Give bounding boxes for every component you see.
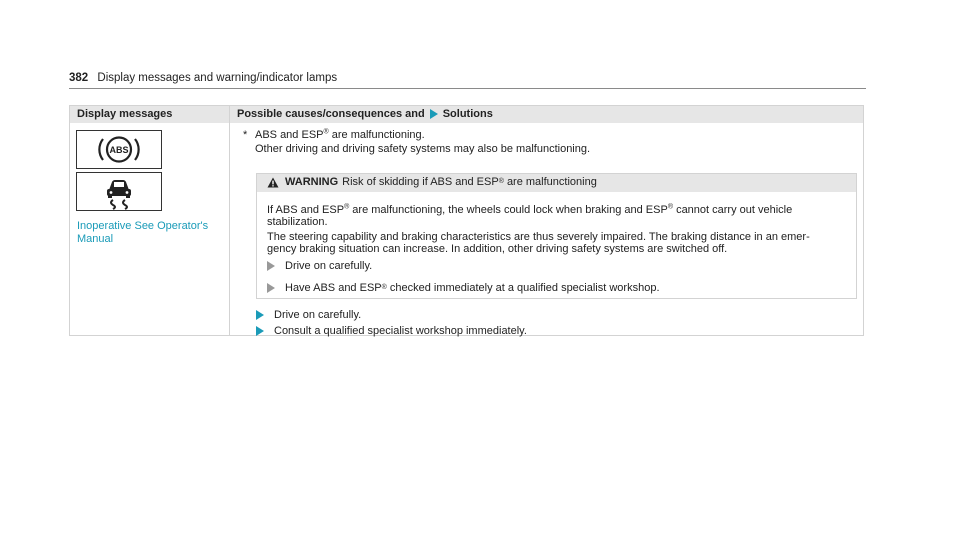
display-message-text: Inoperative See Operator's Manual	[77, 220, 209, 245]
note-line-1: * ABS and ESP® are malfunctioning.	[243, 128, 425, 141]
warning-header	[257, 174, 856, 192]
warning-paragraph-1-line-1: If ABS and ESP® are malfunctioning, the wheels could lock when braking and ESP® cannot carry out vehicle	[267, 203, 793, 216]
note-line-2: Other driving and driving safety systems may also be malfunctioning.	[255, 143, 591, 155]
solution-1: Drive on carefully.	[256, 309, 361, 321]
solution-arrow-icon	[256, 310, 264, 320]
warning-title: WARNING Risk of skidding if ABS and ESP ® are malfunctioning	[267, 176, 597, 188]
solution-arrow-icon	[430, 109, 438, 119]
col-header-display-messages: Display messages	[77, 108, 173, 120]
page-title: Display messages and warning/indicator lamps	[97, 72, 338, 84]
abs-warning-icon	[76, 130, 162, 169]
warning-paragraph-2-line-1: The steering capability and braking characteristics are thus severely impaired. The braking distance in an emer-	[267, 231, 810, 243]
header-rule	[69, 88, 866, 89]
warning-paragraph-2-line-2: gency braking situation can increase. In addition, other driving safety systems are switched off.	[267, 243, 728, 255]
bullet-arrow-icon	[267, 261, 275, 271]
col-header-causes-solutions: Possible causes/consequences and Solutions	[237, 108, 493, 120]
esp-skid-icon	[76, 172, 162, 211]
svg-text:ABS: ABS	[109, 145, 129, 155]
column-divider	[229, 106, 230, 335]
warning-box	[256, 173, 857, 299]
page-header	[69, 72, 337, 84]
warning-label: WARNING	[285, 176, 339, 188]
warning-paragraph-1-line-2: stabilization.	[267, 216, 328, 228]
solution-arrow-icon	[256, 326, 264, 336]
table-header	[70, 106, 863, 123]
bullet-arrow-icon	[267, 283, 275, 293]
messages-table	[69, 105, 864, 336]
warning-triangle-icon	[267, 177, 279, 188]
solution-2: Consult a qualified specialist workshop immediately.	[256, 325, 527, 337]
warning-bullet-1: Drive on carefully.	[267, 260, 372, 272]
warning-bullet-2: Have ABS and ESP ® checked immediately at a qualified specialist workshop.	[267, 282, 660, 294]
page-number: 382	[69, 72, 89, 84]
